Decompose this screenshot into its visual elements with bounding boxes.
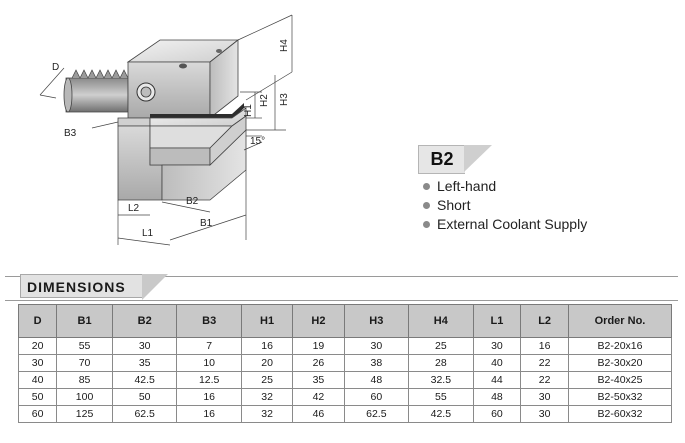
variant-badge-tab: [464, 145, 492, 172]
shank: [64, 70, 128, 112]
table-row: [19, 406, 672, 423]
column-header: H2: [293, 305, 344, 338]
table-cell: 48: [344, 372, 409, 389]
table-cell: 16: [241, 338, 292, 355]
feature-item: [423, 215, 587, 234]
table-cell: 85: [57, 372, 113, 389]
column-header: Order No.: [569, 305, 672, 338]
dimensions-heading-tab: [142, 274, 168, 300]
table-cell: 30: [344, 338, 409, 355]
order-number-cell: B2-50x32: [569, 389, 672, 406]
upper-block: [128, 40, 238, 118]
column-header: L1: [473, 305, 521, 338]
table-cell: 42.5: [409, 406, 474, 423]
table-cell: 100: [57, 389, 113, 406]
column-header: H4: [409, 305, 474, 338]
table-cell: 125: [57, 406, 113, 423]
label-h4: H4: [279, 39, 290, 52]
dimensions-table: [18, 304, 672, 423]
label-b2: B2: [186, 196, 199, 207]
table-cell: 25: [241, 372, 292, 389]
column-header: B2: [112, 305, 177, 338]
table-cell: 48: [473, 389, 521, 406]
table-cell: 35: [293, 372, 344, 389]
table-cell: 32: [241, 406, 292, 423]
table-cell: 30: [112, 338, 177, 355]
table-cell: 22: [521, 372, 569, 389]
table-cell: 55: [57, 338, 113, 355]
dimensions-heading: [20, 274, 170, 300]
table-cell: 70: [57, 355, 113, 372]
table-cell: 16: [177, 389, 242, 406]
table-cell: 19: [293, 338, 344, 355]
table-row: [19, 355, 672, 372]
bullet-icon: [423, 202, 430, 209]
table-cell: 50: [19, 389, 57, 406]
table-cell: 50: [112, 389, 177, 406]
table-cell: 62.5: [344, 406, 409, 423]
order-number-cell: B2-30x20: [569, 355, 672, 372]
table-cell: 16: [177, 406, 242, 423]
label-l2: L2: [128, 203, 140, 214]
feature-text: External Coolant Supply: [437, 216, 588, 232]
table-cell: 60: [473, 406, 521, 423]
table-cell: 28: [409, 355, 474, 372]
table-row: [19, 372, 672, 389]
table-row: [19, 389, 672, 406]
table-cell: 40: [473, 355, 521, 372]
feature-item: [423, 196, 587, 215]
table-cell: 7: [177, 338, 242, 355]
order-number-cell: B2-20x16: [569, 338, 672, 355]
table-cell: 30: [521, 406, 569, 423]
label-h2: H2: [259, 94, 270, 107]
table-cell: 25: [409, 338, 474, 355]
column-header: B3: [177, 305, 242, 338]
feature-text: Left-hand: [437, 178, 497, 194]
bullet-icon: [423, 221, 430, 228]
table-cell: 30: [19, 355, 57, 372]
table-cell: 38: [344, 355, 409, 372]
section-divider: [5, 300, 678, 301]
table-cell: 42: [293, 389, 344, 406]
feature-item: [423, 177, 587, 196]
table-cell: 30: [473, 338, 521, 355]
table-cell: 32: [241, 389, 292, 406]
order-number-cell: B2-40x25: [569, 372, 672, 389]
table-row: [19, 338, 672, 355]
table-cell: 16: [521, 338, 569, 355]
table-cell: 35: [112, 355, 177, 372]
table-cell: 22: [521, 355, 569, 372]
label-b1: B1: [200, 218, 213, 229]
label-b3: B3: [64, 128, 77, 139]
table-cell: 10: [177, 355, 242, 372]
table-header-row: [19, 305, 672, 338]
table-cell: 46: [293, 406, 344, 423]
feature-list: [423, 177, 587, 234]
column-header: D: [19, 305, 57, 338]
table-cell: 42.5: [112, 372, 177, 389]
column-header: B1: [57, 305, 113, 338]
column-header: H3: [344, 305, 409, 338]
label-angle: 15°: [250, 136, 266, 147]
table-cell: 20: [241, 355, 292, 372]
column-header: L2: [521, 305, 569, 338]
table-cell: 12.5: [177, 372, 242, 389]
table-cell: 60: [19, 406, 57, 423]
feature-text: Short: [437, 197, 471, 213]
table-cell: 40: [19, 372, 57, 389]
column-header: H1: [241, 305, 292, 338]
variant-code: B2: [418, 145, 465, 174]
table-cell: 30: [521, 389, 569, 406]
table-cell: 32.5: [409, 372, 474, 389]
bullet-icon: [423, 183, 430, 190]
dimensions-title: DIMENSIONS: [20, 274, 142, 298]
label-d: D: [52, 62, 60, 73]
table-cell: 26: [293, 355, 344, 372]
order-number-cell: B2-60x32: [569, 406, 672, 423]
table-cell: 62.5: [112, 406, 177, 423]
tool-holder-drawing: [0, 0, 420, 270]
table-cell: 55: [409, 389, 474, 406]
lower-body: [118, 108, 246, 200]
label-h1: H1: [243, 104, 254, 117]
table-cell: 60: [344, 389, 409, 406]
label-h3: H3: [279, 93, 290, 106]
variant-badge: [418, 145, 492, 172]
table-cell: 20: [19, 338, 57, 355]
tool-holder-illustration: [0, 0, 420, 270]
label-l1: L1: [142, 228, 154, 239]
table-cell: 44: [473, 372, 521, 389]
